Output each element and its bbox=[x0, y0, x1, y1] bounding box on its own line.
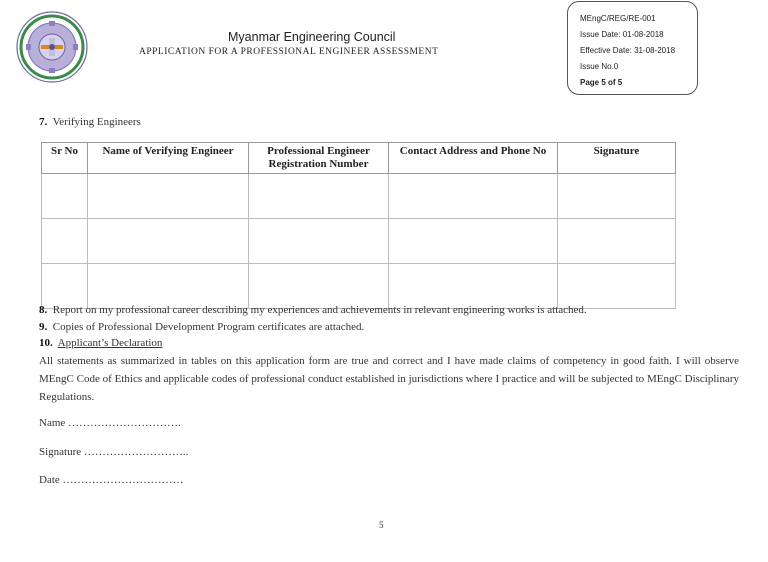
section-10-heading bbox=[39, 337, 162, 349]
table-row bbox=[42, 174, 676, 219]
document-control-box bbox=[567, 1, 698, 95]
table-cell[interactable] bbox=[249, 219, 389, 264]
form-title: APPLICATION FOR A PROFESSIONAL ENGINEER ASSESSMENT bbox=[139, 47, 439, 57]
table-cell[interactable] bbox=[42, 264, 88, 309]
section-10-number: 10. bbox=[39, 337, 53, 349]
table-cell[interactable] bbox=[558, 219, 676, 264]
table-cell[interactable] bbox=[42, 219, 88, 264]
section-7-title: Verifying Engineers bbox=[52, 116, 141, 128]
table-cell[interactable] bbox=[389, 264, 558, 309]
verifying-engineers-table bbox=[41, 142, 676, 309]
name-field[interactable]: Name …………………………. bbox=[39, 417, 181, 429]
header-registration-number: Professional Engineer Registration Number bbox=[249, 143, 389, 174]
section-10-title: Applicant’s Declaration bbox=[57, 337, 163, 349]
page-indicator: Page 5 of 5 bbox=[580, 78, 623, 87]
page-number: 5 bbox=[379, 520, 384, 530]
table-cell[interactable] bbox=[249, 174, 389, 219]
header-contact-address: Contact Address and Phone No bbox=[389, 143, 558, 174]
document-code: MEngC/REG/RE-001 bbox=[580, 14, 656, 23]
table-cell[interactable] bbox=[558, 174, 676, 219]
section-8 bbox=[39, 304, 587, 316]
table-cell[interactable] bbox=[558, 264, 676, 309]
council-logo-emblem bbox=[15, 10, 89, 84]
header-signature: Signature bbox=[558, 143, 676, 174]
date-field[interactable]: Date …………………………… bbox=[39, 474, 184, 486]
signature-field[interactable]: Signature ……………………….. bbox=[39, 446, 189, 458]
table-cell[interactable] bbox=[42, 174, 88, 219]
table-cell[interactable] bbox=[88, 264, 249, 309]
organization-name: Myanmar Engineering Council bbox=[228, 30, 396, 44]
section-9-text: Copies of Professional Development Program certificates are attached. bbox=[52, 321, 365, 333]
section-8-text: Report on my professional career describing my experiences and achievements in relevant engineering works is attached. bbox=[52, 304, 587, 316]
table-row bbox=[42, 264, 676, 309]
section-8-number: 8. bbox=[39, 304, 48, 316]
table-cell[interactable] bbox=[88, 219, 249, 264]
table-cell[interactable] bbox=[389, 219, 558, 264]
section-7-heading bbox=[39, 116, 141, 128]
table-cell[interactable] bbox=[88, 174, 249, 219]
header-sr-no: Sr No bbox=[42, 143, 88, 174]
section-9-number: 9. bbox=[39, 321, 48, 333]
declaration-text: All statements as summarized in tables on this application form are true and correct and I have made claims of competency in good faith. I will observe MEngC Code of Ethics and applicable codes of professional conduct established in jurisdictions where I practice and will be subjected to MEngC Disciplinary Regulations. bbox=[39, 355, 739, 403]
table-cell[interactable] bbox=[389, 174, 558, 219]
table-row bbox=[42, 219, 676, 264]
section-9 bbox=[39, 321, 364, 333]
table-cell[interactable] bbox=[249, 264, 389, 309]
issue-number: Issue No.0 bbox=[580, 62, 619, 71]
effective-date: Effective Date: 31-08-2018 bbox=[580, 46, 676, 55]
section-7-number: 7. bbox=[39, 116, 48, 128]
issue-date: Issue Date: 01-08-2018 bbox=[580, 30, 664, 39]
table-header-row bbox=[42, 143, 676, 174]
header-engineer-name: Name of Verifying Engineer bbox=[88, 143, 249, 174]
